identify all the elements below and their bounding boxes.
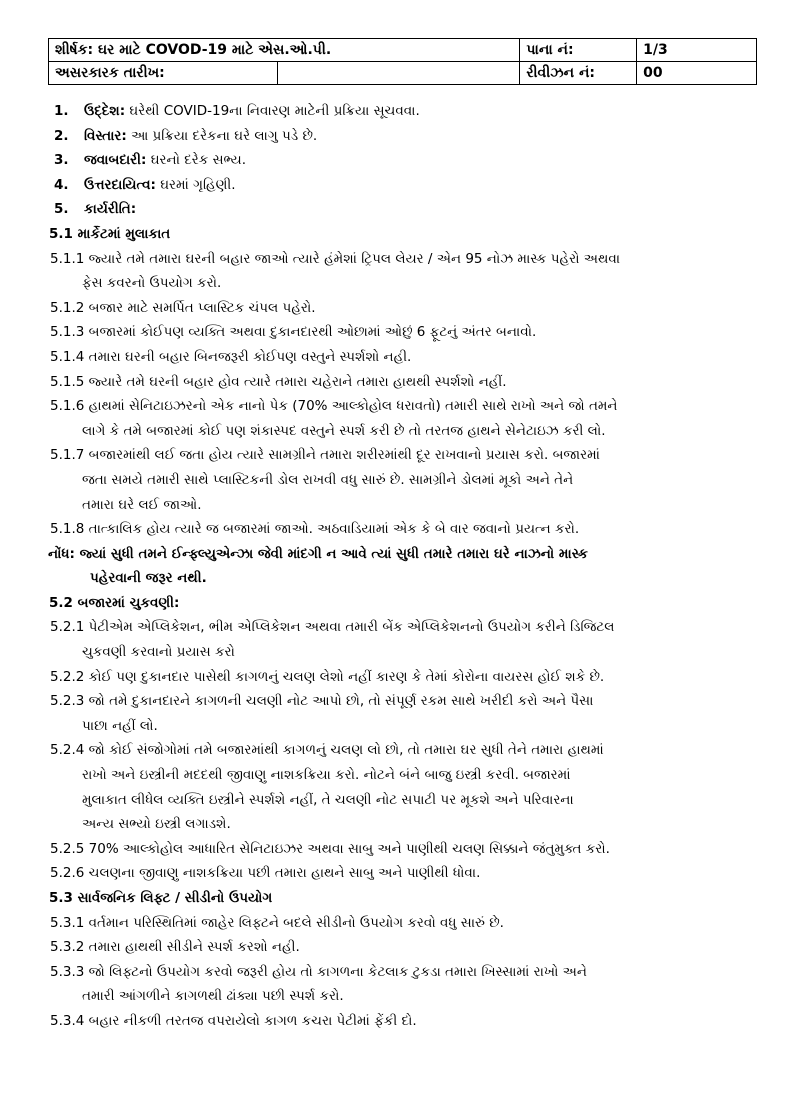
- revision-label-cell: રીવીઝન નં:: [520, 62, 637, 85]
- header-table: [48, 38, 757, 85]
- item-text: આ પ્રક્રિયા દરેકના ઘરે લાગુ પડે છે.: [126, 127, 318, 144]
- item-text: ઘરનો દરેક સભ્ય.: [146, 152, 247, 169]
- clause-5-1-1-cont: ફેસ કવરનો ઉપયોગ કરો.: [82, 275, 222, 292]
- clause-5-1-7-cont-2: તમારા ઘરે લઈ જાઓ.: [82, 496, 202, 513]
- page-value-cell: 1/3: [637, 39, 757, 62]
- clause-5-2-4-cont-2: મુલાકાત લીધેલ વ્યક્તિ ઇસ્ત્રીને સ્પર્શશે નહીં, તે ચલણી નોટ સપાટી પર મૂકશે અને પરિવારના: [82, 791, 574, 808]
- clause-5-2-1-cont: ચુકવણી કરવાનો પ્રયાસ કરો: [82, 644, 235, 661]
- clause-5-2-3: 5.2.3 જો તમે દુકાનદારને કાગળની ચલણી નોટ આપો છો, તો સંપૂર્ણ રકમ સાથે ખરીદી કરો અને પૈસા: [50, 693, 594, 710]
- note-cont: પહેરવાની જરૂર નથી.: [90, 570, 207, 587]
- item-procedure: [48, 197, 755, 222]
- clause-5-1-7-cont: જતા સમયે તમારી સાથે પ્લાસ્ટિકની ડોલ રાખવી વધુ સારું છે. સામગ્રીને ડોલમાં મૂકો અને તેને: [82, 471, 574, 488]
- clause-5-2-3-cont: પાછા નહીં લો.: [82, 717, 158, 734]
- clause-5-3-3: 5.3.3 જો લિફ્ટનો ઉપયોગ કરવો જરૂરી હોય તો કાગળના કેટલાક ટુકડા તમારા ખિસ્સામાં રાખો અને: [50, 963, 587, 980]
- item-label: ઉદ્દેશ:: [84, 103, 126, 119]
- section-heading-5-1: 5.1 માર્કેટમાં મુલાકાત: [49, 225, 171, 242]
- clause-5-3-1: 5.3.1 વર્તમાન પરિસ્થિતિમાં જાહેર લિફ્ટને બદલે સીડીનો ઉપયોગ કરવો વધુ સારું છે.: [50, 914, 504, 931]
- header-row-2: [49, 62, 757, 85]
- item-responsibility: [48, 148, 755, 173]
- clause-5-2-4-cont-3: અન્ય સભ્યો ઇસ્ત્રી લગાડશે.: [82, 816, 231, 833]
- clause-5-1-8: 5.1.8 તાત્કાલિક હોય ત્યારે જ બજારમાં જાઓ. અઠવાડિયામાં એક કે બે વાર જવાનો પ્રયત્ન કરો.: [50, 521, 580, 538]
- document-body: [48, 99, 755, 1034]
- title-cell: શીર્ષક: ઘર માટે COVOD-19 માટે એસ.ઓ.પી.: [49, 39, 520, 62]
- item-objective: [48, 99, 755, 124]
- clause-5-1-3: 5.1.3 બજારમાં કોઈપણ વ્યક્તિ અથવા દુકાનદારથી ઓછામાં ઓછું 6 ફૂટનું અંતર બનાવો.: [50, 324, 537, 341]
- item-label: ઉત્તરદાયિત્વ:: [84, 176, 156, 193]
- effective-date-label-cell: અસરકારક તારીખ:: [49, 62, 278, 85]
- clause-5-3-2: 5.3.2 તમારા હાથથી સીડીને સ્પર્શ કરશો નહી.: [50, 939, 300, 956]
- item-text: ઘરેથી COVID-19ના નિવારણ માટેની પ્રક્રિયા સૂચવવા.: [125, 103, 420, 119]
- clause-5-1-5: 5.1.5 જ્યારે તમે ઘરની બહાર હોવ ત્યારે તમારા ચહેરાને તમારા હાથથી સ્પર્શશો નહીં.: [50, 373, 507, 390]
- clause-5-2-2: 5.2.2 કોઈ પણ દુકાનદાર પાસેથી કાગળનું ચલણ લેશો નહીં કારણ કે તેમાં કોરોના વાયરસ હોઈ શકે છે.: [50, 668, 605, 685]
- clause-5-2-5: 5.2.5 70% આલ્કોહોલ આધારિત સેનિટાઇઝર અથવા સાબુ અને પાણીથી ચલણ સિક્કાને જંતુમુક્ત કરો.: [50, 840, 610, 857]
- item-number: 1.: [54, 103, 69, 119]
- clause-5-1-2: 5.1.2 બજાર માટે સમર્પિત પ્લાસ્ટિક ચંપલ પહેરો.: [50, 299, 316, 316]
- item-scope: [48, 124, 755, 149]
- section-heading-5-2: 5.2 બજારમાં ચુકવણી:: [49, 594, 180, 611]
- revision-value-cell: 00: [637, 62, 757, 85]
- item-accountability: [48, 173, 755, 198]
- clause-5-1-7: 5.1.7 બજારમાંથી લઈ જતા હોય ત્યારે સામગ્રીને તમારા શરીરમાંથી દૂર રાખવાનો પ્રયાસ કરો. બજારમાં: [50, 447, 600, 464]
- clause-5-3-3-cont: તમારી આંગળીને કાગળથી ઢાંક્યા પછી સ્પર્શ કરો.: [82, 988, 344, 1005]
- item-label: વિસ્તાર:: [84, 127, 127, 144]
- page-label-cell: પાના નં:: [520, 39, 637, 62]
- note: નોંધ: જ્યાં સુધી તમને ઈન્ફ્લ્યુએન્ઝા જેવી માંદગી ન આવે ત્યાં સુધી તમારે તમારા ઘરે નાઝનો માસ્ક: [48, 545, 588, 562]
- item-label: કાર્યરીતિ:: [84, 201, 137, 218]
- item-label: જવાબદારી:: [84, 152, 147, 169]
- clause-5-1-4: 5.1.4 તમારા ઘરની બહાર બિનજરૂરી કોઈપણ વસ્તુને સ્પર્શશો નહી.: [50, 348, 412, 365]
- item-number: 4.: [54, 176, 69, 193]
- clause-5-2-4: 5.2.4 જો કોઈ સંજોગોમાં તમે બજારમાંથી કાગળનું ચલણ લો છો, તો તમારા ઘર સુધી તેને તમારા હાથમાં: [50, 742, 604, 759]
- effective-date-value-cell: [277, 62, 520, 85]
- clause-5-3-4: 5.3.4 બહાર નીકળી તરતજ વપરાયેલો કાગળ કચરા પેટીમાં ફેંકી દો.: [50, 1012, 417, 1029]
- clause-5-2-1: 5.2.1 પેટીએમ એપ્લિકેશન, ભીમ એપ્લિકેશન અથવા તમારી બેંક એપ્લિકેશનનો ઉપયોગ કરીને ડિજિટલ: [50, 619, 615, 636]
- clause-5-2-4-cont: રાખો અને ઇસ્ત્રીની મદદથી જીવાણુ નાશકક્રિયા કરો. નોટને બંને બાજુ ઇસ્ત્રી કરવી. બજારમાં: [82, 767, 571, 784]
- section-heading-5-3: 5.3 સાર્વજનિક લિફ્ટ / સીડીનો ઉપયોગ: [49, 890, 273, 906]
- clause-5-2-6: 5.2.6 ચલણના જીવાણુ નાશકક્રિયા પછી તમારા હાથને સાબુ અને પાણીથી ધોવા.: [50, 865, 481, 882]
- item-number: 2.: [54, 127, 69, 144]
- clause-5-1-6-cont: લાગે કે તમે બજારમાં કોઈ પણ શંકાસ્પદ વસ્તુને સ્પર્શ કરી છે તો તરતજ હાથને સેનેટાઇઝ કરી લો.: [82, 422, 606, 439]
- item-number: 5.: [54, 201, 69, 218]
- clause-5-1-1: 5.1.1 જ્યારે તમે તમારા ઘરની બહાર જાઓ ત્યારે હંમેશાં ટ્રિપલ લેયર / એન 95 નોઝ માસ્ક પહેરો અથવા: [50, 250, 621, 267]
- clause-5-1-6: 5.1.6 હાથમાં સેનિટાઇઝરનો એક નાનો પેક (70% આલ્કોહોલ ધરાવતો) તમારી સાથે રાખો અને જો તમને: [50, 398, 618, 415]
- item-text: ઘરમાં ગૃહિણી.: [155, 176, 236, 193]
- item-number: 3.: [54, 152, 69, 169]
- header-row-1: [49, 39, 757, 62]
